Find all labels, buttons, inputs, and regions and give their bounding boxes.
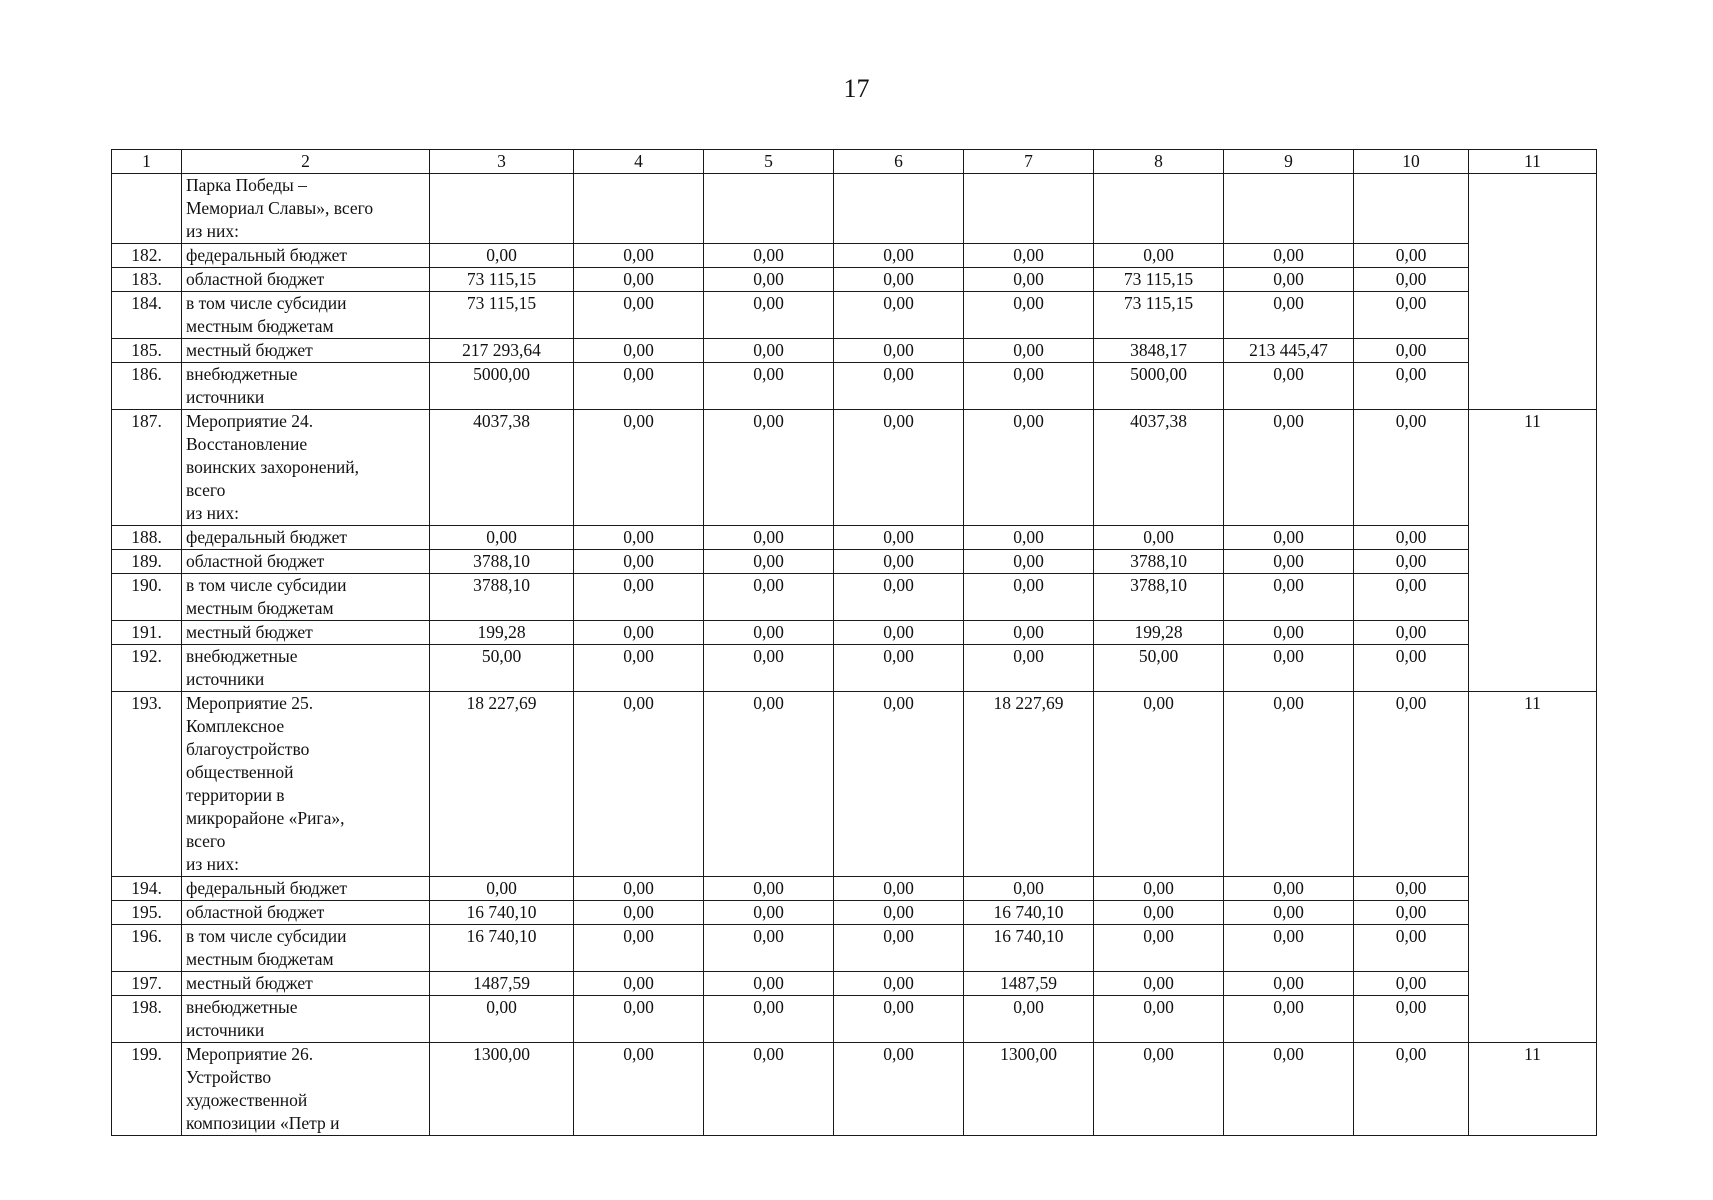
value-cell-col-3: 0,00 bbox=[430, 526, 574, 550]
value-cell-col-6: 0,00 bbox=[834, 363, 964, 410]
row-name-line: федеральный бюджет bbox=[186, 245, 348, 265]
row-number: 183. bbox=[112, 268, 182, 292]
value-cell-col-7: 0,00 bbox=[964, 621, 1094, 645]
row-name-line: областной бюджет bbox=[186, 902, 325, 922]
value-cell-col-7: 0,00 bbox=[964, 574, 1094, 621]
value-cell-col-9: 213 445,47 bbox=[1224, 339, 1354, 363]
value-cell-col-7: 18 227,69 bbox=[964, 692, 1094, 877]
table-row bbox=[112, 925, 1597, 972]
table-row bbox=[112, 363, 1597, 410]
value-cell-col-3: 18 227,69 bbox=[430, 692, 574, 877]
row-name bbox=[182, 925, 430, 972]
value-cell-col-5: 0,00 bbox=[704, 526, 834, 550]
value-cell-col-5: 0,00 bbox=[704, 550, 834, 574]
table-row bbox=[112, 174, 1597, 244]
row-name-line: микрорайоне «Рига», bbox=[186, 808, 345, 828]
row-number: 190. bbox=[112, 574, 182, 621]
column-header: 10 bbox=[1354, 150, 1469, 174]
value-cell-col-8: 3788,10 bbox=[1094, 550, 1224, 574]
row-name bbox=[182, 410, 430, 526]
table-row bbox=[112, 621, 1597, 645]
value-cell-col-4: 0,00 bbox=[574, 877, 704, 901]
row-name bbox=[182, 363, 430, 410]
value-cell-col-9: 0,00 bbox=[1224, 645, 1354, 692]
value-cell-col-4: 0,00 bbox=[574, 1043, 704, 1136]
row-name bbox=[182, 244, 430, 268]
row-name-line: Мемориал Славы», всего bbox=[186, 198, 374, 218]
value-cell-col-7: 16 740,10 bbox=[964, 925, 1094, 972]
value-cell-col-8: 0,00 bbox=[1094, 526, 1224, 550]
value-cell-col-6: 0,00 bbox=[834, 901, 964, 925]
row-number: 197. bbox=[112, 972, 182, 996]
value-cell-col-6 bbox=[834, 174, 964, 244]
row-name-line: местный бюджет bbox=[186, 622, 313, 642]
value-cell-col-4: 0,00 bbox=[574, 339, 704, 363]
row-name-line: источники bbox=[186, 387, 265, 407]
row-name-line: областной бюджет bbox=[186, 551, 325, 571]
value-cell-col-7 bbox=[964, 174, 1094, 244]
page-number: 17 bbox=[843, 74, 870, 103]
row-name-line: Мероприятие 25. bbox=[186, 693, 314, 713]
row-number: 187. bbox=[112, 410, 182, 526]
row-name-line: благоустройство bbox=[186, 739, 310, 759]
column-header: 5 bbox=[704, 150, 834, 174]
value-cell-col-4: 0,00 bbox=[574, 410, 704, 526]
value-cell-col-9: 0,00 bbox=[1224, 410, 1354, 526]
value-cell-col-7: 0,00 bbox=[964, 550, 1094, 574]
row-name bbox=[182, 621, 430, 645]
value-cell-col-6: 0,00 bbox=[834, 645, 964, 692]
value-cell-col-5: 0,00 bbox=[704, 244, 834, 268]
value-cell-col-10: 0,00 bbox=[1354, 363, 1469, 410]
value-cell-col-8: 0,00 bbox=[1094, 1043, 1224, 1136]
row-number: 193. bbox=[112, 692, 182, 877]
row-name-line: всего bbox=[186, 480, 226, 500]
value-cell-col-4: 0,00 bbox=[574, 901, 704, 925]
row-name bbox=[182, 645, 430, 692]
value-cell-col-7: 0,00 bbox=[964, 410, 1094, 526]
value-cell-col-3: 4037,38 bbox=[430, 410, 574, 526]
value-cell-col-3 bbox=[430, 174, 574, 244]
row-number: 199. bbox=[112, 1043, 182, 1136]
value-cell-col-3: 5000,00 bbox=[430, 363, 574, 410]
value-cell-col-7: 0,00 bbox=[964, 526, 1094, 550]
value-cell-col-9: 0,00 bbox=[1224, 877, 1354, 901]
value-cell-col-4: 0,00 bbox=[574, 244, 704, 268]
row-name bbox=[182, 339, 430, 363]
value-cell-col-4: 0,00 bbox=[574, 621, 704, 645]
column-11-cell: 11 bbox=[1469, 1043, 1597, 1136]
row-name-line: местным бюджетам bbox=[186, 949, 334, 969]
row-number: 192. bbox=[112, 645, 182, 692]
value-cell-col-6: 0,00 bbox=[834, 972, 964, 996]
row-name-line: Восстановление bbox=[186, 434, 308, 454]
row-name-line: художественной bbox=[186, 1090, 308, 1110]
value-cell-col-9: 0,00 bbox=[1224, 526, 1354, 550]
value-cell-col-7: 0,00 bbox=[964, 645, 1094, 692]
value-cell-col-10: 0,00 bbox=[1354, 996, 1469, 1043]
value-cell-col-5: 0,00 bbox=[704, 692, 834, 877]
table-row bbox=[112, 526, 1597, 550]
value-cell-col-5: 0,00 bbox=[704, 972, 834, 996]
column-11-cell: 11 bbox=[1469, 410, 1597, 692]
value-cell-col-10: 0,00 bbox=[1354, 244, 1469, 268]
column-header: 3 bbox=[430, 150, 574, 174]
value-cell-col-10: 0,00 bbox=[1354, 692, 1469, 877]
row-name-line: из них: bbox=[186, 503, 239, 523]
value-cell-col-5: 0,00 bbox=[704, 574, 834, 621]
row-name-line: внебюджетные bbox=[186, 364, 298, 384]
row-number: 188. bbox=[112, 526, 182, 550]
row-name-line: областной бюджет bbox=[186, 269, 325, 289]
value-cell-col-9 bbox=[1224, 174, 1354, 244]
value-cell-col-9: 0,00 bbox=[1224, 550, 1354, 574]
value-cell-col-8: 73 115,15 bbox=[1094, 292, 1224, 339]
value-cell-col-8: 0,00 bbox=[1094, 692, 1224, 877]
value-cell-col-9: 0,00 bbox=[1224, 363, 1354, 410]
value-cell-col-4: 0,00 bbox=[574, 574, 704, 621]
value-cell-col-5 bbox=[704, 174, 834, 244]
value-cell-col-3: 199,28 bbox=[430, 621, 574, 645]
column-header: 11 bbox=[1469, 150, 1597, 174]
value-cell-col-9: 0,00 bbox=[1224, 244, 1354, 268]
table-row bbox=[112, 292, 1597, 339]
value-cell-col-9: 0,00 bbox=[1224, 574, 1354, 621]
table-row bbox=[112, 996, 1597, 1043]
table-row bbox=[112, 1043, 1597, 1136]
row-number: 185. bbox=[112, 339, 182, 363]
value-cell-col-8: 50,00 bbox=[1094, 645, 1224, 692]
row-name-line: местным бюджетам bbox=[186, 316, 334, 336]
value-cell-col-4: 0,00 bbox=[574, 292, 704, 339]
value-cell-col-7: 0,00 bbox=[964, 268, 1094, 292]
table-row bbox=[112, 901, 1597, 925]
value-cell-col-5: 0,00 bbox=[704, 268, 834, 292]
value-cell-col-3: 16 740,10 bbox=[430, 925, 574, 972]
row-name-line: федеральный бюджет bbox=[186, 527, 348, 547]
value-cell-col-3: 217 293,64 bbox=[430, 339, 574, 363]
value-cell-col-3: 73 115,15 bbox=[430, 268, 574, 292]
value-cell-col-8: 3788,10 bbox=[1094, 574, 1224, 621]
row-name bbox=[182, 292, 430, 339]
row-name-line: территории в bbox=[186, 785, 285, 805]
column-header: 6 bbox=[834, 150, 964, 174]
value-cell-col-4: 0,00 bbox=[574, 925, 704, 972]
value-cell-col-5: 0,00 bbox=[704, 410, 834, 526]
row-name-line: источники bbox=[186, 669, 265, 689]
value-cell-col-7: 1300,00 bbox=[964, 1043, 1094, 1136]
row-name-line: в том числе субсидии bbox=[186, 926, 347, 946]
row-number: 198. bbox=[112, 996, 182, 1043]
row-number: 189. bbox=[112, 550, 182, 574]
column-number-row bbox=[112, 150, 1597, 174]
value-cell-col-6: 0,00 bbox=[834, 268, 964, 292]
column-header: 7 bbox=[964, 150, 1094, 174]
value-cell-col-3: 0,00 bbox=[430, 877, 574, 901]
table-row bbox=[112, 244, 1597, 268]
value-cell-col-4: 0,00 bbox=[574, 972, 704, 996]
row-name-line: федеральный бюджет bbox=[186, 878, 348, 898]
value-cell-col-10: 0,00 bbox=[1354, 901, 1469, 925]
value-cell-col-8: 0,00 bbox=[1094, 901, 1224, 925]
column-header: 1 bbox=[112, 150, 182, 174]
table-row bbox=[112, 972, 1597, 996]
value-cell-col-5: 0,00 bbox=[704, 877, 834, 901]
value-cell-col-7: 0,00 bbox=[964, 292, 1094, 339]
row-name-line: Мероприятие 26. bbox=[186, 1044, 314, 1064]
row-name bbox=[182, 174, 430, 244]
value-cell-col-9: 0,00 bbox=[1224, 692, 1354, 877]
table-row bbox=[112, 574, 1597, 621]
row-name bbox=[182, 526, 430, 550]
value-cell-col-3: 16 740,10 bbox=[430, 901, 574, 925]
table-row bbox=[112, 645, 1597, 692]
row-number: 194. bbox=[112, 877, 182, 901]
value-cell-col-4: 0,00 bbox=[574, 996, 704, 1043]
value-cell-col-5: 0,00 bbox=[704, 901, 834, 925]
value-cell-col-6: 0,00 bbox=[834, 925, 964, 972]
row-number: 196. bbox=[112, 925, 182, 972]
row-number: 186. bbox=[112, 363, 182, 410]
value-cell-col-10: 0,00 bbox=[1354, 645, 1469, 692]
value-cell-col-6: 0,00 bbox=[834, 410, 964, 526]
value-cell-col-3: 73 115,15 bbox=[430, 292, 574, 339]
column-11-cell: 11 bbox=[1469, 692, 1597, 1043]
value-cell-col-10: 0,00 bbox=[1354, 1043, 1469, 1136]
row-name bbox=[182, 268, 430, 292]
row-name-line: воинских захоронений, bbox=[186, 457, 360, 477]
column-header: 4 bbox=[574, 150, 704, 174]
row-name-line: общественной bbox=[186, 762, 294, 782]
value-cell-col-10: 0,00 bbox=[1354, 268, 1469, 292]
row-name bbox=[182, 972, 430, 996]
value-cell-col-7: 0,00 bbox=[964, 339, 1094, 363]
value-cell-col-6: 0,00 bbox=[834, 692, 964, 877]
row-name-line: внебюджетные bbox=[186, 646, 298, 666]
value-cell-col-10: 0,00 bbox=[1354, 574, 1469, 621]
value-cell-col-10: 0,00 bbox=[1354, 925, 1469, 972]
value-cell-col-8 bbox=[1094, 174, 1224, 244]
value-cell-col-4: 0,00 bbox=[574, 645, 704, 692]
value-cell-col-6: 0,00 bbox=[834, 621, 964, 645]
table-row bbox=[112, 550, 1597, 574]
column-header: 2 bbox=[182, 150, 430, 174]
value-cell-col-8: 4037,38 bbox=[1094, 410, 1224, 526]
row-name-line: в том числе субсидии bbox=[186, 293, 347, 313]
value-cell-col-4: 0,00 bbox=[574, 550, 704, 574]
value-cell-col-5: 0,00 bbox=[704, 363, 834, 410]
row-name-line: Мероприятие 24. bbox=[186, 411, 314, 431]
value-cell-col-10: 0,00 bbox=[1354, 292, 1469, 339]
value-cell-col-8: 0,00 bbox=[1094, 877, 1224, 901]
value-cell-col-6: 0,00 bbox=[834, 339, 964, 363]
row-number: 191. bbox=[112, 621, 182, 645]
table-header bbox=[112, 150, 1597, 174]
value-cell-col-6: 0,00 bbox=[834, 574, 964, 621]
value-cell-col-5: 0,00 bbox=[704, 645, 834, 692]
value-cell-col-7: 16 740,10 bbox=[964, 901, 1094, 925]
row-name bbox=[182, 692, 430, 877]
value-cell-col-3: 3788,10 bbox=[430, 574, 574, 621]
value-cell-col-9: 0,00 bbox=[1224, 268, 1354, 292]
value-cell-col-3: 1300,00 bbox=[430, 1043, 574, 1136]
value-cell-col-6: 0,00 bbox=[834, 526, 964, 550]
table-row bbox=[112, 877, 1597, 901]
value-cell-col-10: 0,00 bbox=[1354, 526, 1469, 550]
value-cell-col-5: 0,00 bbox=[704, 925, 834, 972]
row-name-line: всего bbox=[186, 831, 226, 851]
row-name-line: местный бюджет bbox=[186, 340, 313, 360]
value-cell-col-6: 0,00 bbox=[834, 550, 964, 574]
value-cell-col-8: 3848,17 bbox=[1094, 339, 1224, 363]
value-cell-col-9: 0,00 bbox=[1224, 996, 1354, 1043]
row-number bbox=[112, 174, 182, 244]
value-cell-col-8: 73 115,15 bbox=[1094, 268, 1224, 292]
row-name-line: источники bbox=[186, 1020, 265, 1040]
budget-table bbox=[111, 149, 1597, 1136]
column-header: 9 bbox=[1224, 150, 1354, 174]
row-name-line: из них: bbox=[186, 854, 239, 874]
value-cell-col-5: 0,00 bbox=[704, 621, 834, 645]
row-name bbox=[182, 996, 430, 1043]
table-row bbox=[112, 410, 1597, 526]
value-cell-col-9: 0,00 bbox=[1224, 925, 1354, 972]
value-cell-col-6: 0,00 bbox=[834, 244, 964, 268]
value-cell-col-9: 0,00 bbox=[1224, 1043, 1354, 1136]
value-cell-col-4: 0,00 bbox=[574, 363, 704, 410]
row-name bbox=[182, 574, 430, 621]
row-name-line: местным бюджетам bbox=[186, 598, 334, 618]
value-cell-col-6: 0,00 bbox=[834, 877, 964, 901]
value-cell-col-8: 5000,00 bbox=[1094, 363, 1224, 410]
value-cell-col-3: 0,00 bbox=[430, 996, 574, 1043]
value-cell-col-10: 0,00 bbox=[1354, 972, 1469, 996]
row-name-line: Устройство bbox=[186, 1067, 272, 1087]
value-cell-col-3: 3788,10 bbox=[430, 550, 574, 574]
value-cell-col-5: 0,00 bbox=[704, 339, 834, 363]
row-number: 195. bbox=[112, 901, 182, 925]
row-name bbox=[182, 877, 430, 901]
value-cell-col-4: 0,00 bbox=[574, 268, 704, 292]
value-cell-col-5: 0,00 bbox=[704, 1043, 834, 1136]
row-name-line: композиции «Петр и bbox=[186, 1113, 340, 1133]
value-cell-col-10 bbox=[1354, 174, 1469, 244]
row-name bbox=[182, 1043, 430, 1136]
row-name-line: Парка Победы – bbox=[186, 175, 307, 195]
row-number: 182. bbox=[112, 244, 182, 268]
value-cell-col-8: 0,00 bbox=[1094, 925, 1224, 972]
value-cell-col-10: 0,00 bbox=[1354, 550, 1469, 574]
value-cell-col-3: 0,00 bbox=[430, 244, 574, 268]
value-cell-col-9: 0,00 bbox=[1224, 621, 1354, 645]
value-cell-col-10: 0,00 bbox=[1354, 339, 1469, 363]
value-cell-col-4: 0,00 bbox=[574, 692, 704, 877]
value-cell-col-6: 0,00 bbox=[834, 1043, 964, 1136]
row-name bbox=[182, 550, 430, 574]
value-cell-col-9: 0,00 bbox=[1224, 972, 1354, 996]
table-row bbox=[112, 339, 1597, 363]
value-cell-col-8: 0,00 bbox=[1094, 972, 1224, 996]
table-row bbox=[112, 692, 1597, 877]
row-name-line: из них: bbox=[186, 221, 239, 241]
row-name-line: в том числе субсидии bbox=[186, 575, 347, 595]
row-name-line: внебюджетные bbox=[186, 997, 298, 1017]
value-cell-col-5: 0,00 bbox=[704, 292, 834, 339]
value-cell-col-8: 199,28 bbox=[1094, 621, 1224, 645]
value-cell-col-7: 1487,59 bbox=[964, 972, 1094, 996]
value-cell-col-3: 1487,59 bbox=[430, 972, 574, 996]
value-cell-col-4: 0,00 bbox=[574, 526, 704, 550]
row-name-line: Комплексное bbox=[186, 716, 285, 736]
value-cell-col-8: 0,00 bbox=[1094, 244, 1224, 268]
value-cell-col-9: 0,00 bbox=[1224, 901, 1354, 925]
value-cell-col-7: 0,00 bbox=[964, 996, 1094, 1043]
value-cell-col-3: 50,00 bbox=[430, 645, 574, 692]
column-header: 8 bbox=[1094, 150, 1224, 174]
value-cell-col-7: 0,00 bbox=[964, 363, 1094, 410]
column-11-cell bbox=[1469, 174, 1597, 410]
row-number: 184. bbox=[112, 292, 182, 339]
value-cell-col-7: 0,00 bbox=[964, 877, 1094, 901]
value-cell-col-10: 0,00 bbox=[1354, 621, 1469, 645]
value-cell-col-10: 0,00 bbox=[1354, 410, 1469, 526]
value-cell-col-6: 0,00 bbox=[834, 292, 964, 339]
value-cell-col-9: 0,00 bbox=[1224, 292, 1354, 339]
value-cell-col-4 bbox=[574, 174, 704, 244]
table-row bbox=[112, 268, 1597, 292]
table-body bbox=[112, 174, 1597, 1136]
value-cell-col-5: 0,00 bbox=[704, 996, 834, 1043]
row-name bbox=[182, 901, 430, 925]
value-cell-col-10: 0,00 bbox=[1354, 877, 1469, 901]
row-name-line: местный бюджет bbox=[186, 973, 313, 993]
value-cell-col-7: 0,00 bbox=[964, 244, 1094, 268]
value-cell-col-6: 0,00 bbox=[834, 996, 964, 1043]
value-cell-col-8: 0,00 bbox=[1094, 996, 1224, 1043]
